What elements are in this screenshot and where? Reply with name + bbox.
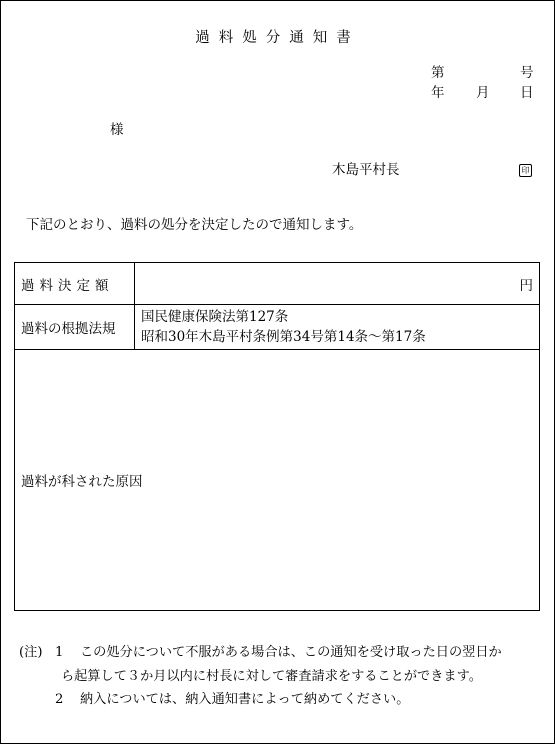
number-prefix: 第 [431, 65, 445, 81]
basis-row [15, 305, 540, 350]
note-2-line-1: 納入については、納入通知書によって納めてください。 [80, 692, 410, 707]
note-1-line-2: ら起算して３か月以内に村長に対して審査請求をすることができます。 [61, 669, 482, 684]
basis-label: 過料の根拠法規 [15, 305, 135, 350]
issuer-name: 木島平村長 [332, 162, 400, 178]
note-2-number: 2 [55, 692, 64, 707]
penalty-table [14, 262, 540, 611]
intro-text: 下記のとおり、過料の処分を決定したので通知します。 [26, 217, 363, 233]
reason-row [15, 350, 540, 611]
date-day: 日 [520, 85, 534, 101]
amount-unit: 円 [135, 263, 540, 305]
reason-label: 過料が科された原因 [15, 350, 540, 611]
note-1-number: 1 [55, 645, 64, 660]
note-1-line-1: この処分について不服がある場合は、この通知を受け取った日の翌日か [80, 645, 502, 660]
addressee-honorific: 様 [110, 122, 124, 138]
notes-prefix: (注) [19, 645, 43, 660]
date-month: 月 [476, 85, 490, 101]
basis-cell [135, 305, 540, 350]
basis-line-1: 国民健康保険法第127条 [141, 309, 289, 325]
seal-mark: 印 [519, 164, 532, 177]
amount-row [15, 263, 540, 305]
number-suffix: 号 [520, 65, 534, 81]
document-title: 過料処分通知書 [195, 30, 360, 46]
amount-label: 過料決定額 [15, 263, 135, 305]
date-year: 年 [431, 85, 445, 101]
basis-line-2: 昭和30年木島平村条例第34号第14条～第17条 [141, 329, 426, 345]
